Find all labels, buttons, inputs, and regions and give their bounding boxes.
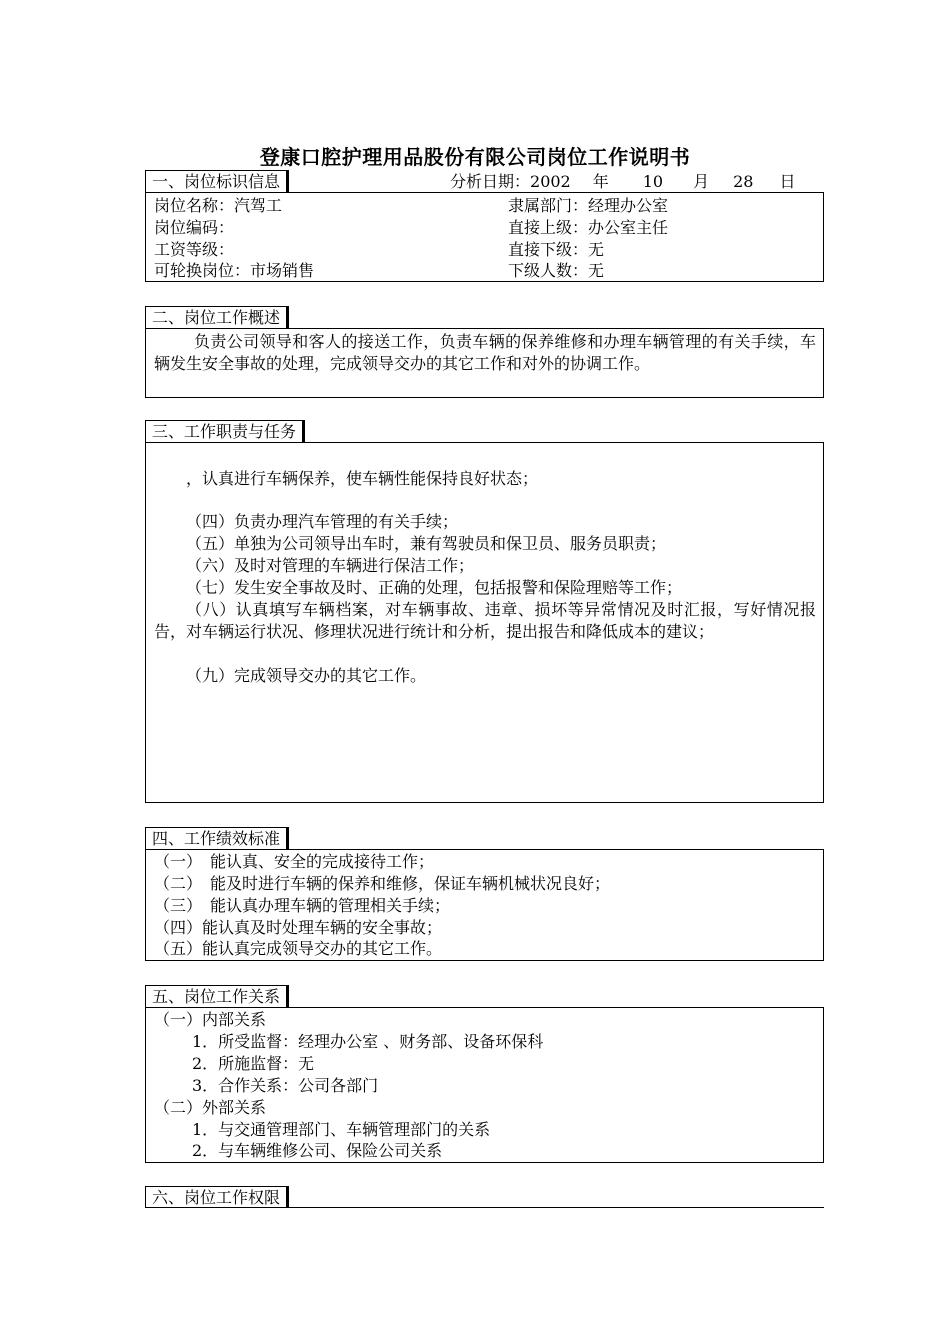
external-relation-item: 2．与车辆维修公司、保险公司关系 xyxy=(192,1141,443,1160)
performance-item: （三） 能认真办理车辆的管理相关手续； xyxy=(154,896,451,915)
section5-box xyxy=(145,1007,824,1163)
section3-header: 三、工作职责与任务 xyxy=(145,420,303,442)
performance-item: （四）能认真及时处理车辆的安全事故； xyxy=(154,918,443,937)
job-overview-text: 负责公司领导和客人的接送工作，负责车辆的保养维修和办理车辆管理的有关手续，车辆发生安全事故的处理，完成领导交办的其它工作和对外的协调工作。 xyxy=(154,332,816,373)
duty-item: （六）及时对管理的车辆进行保洁工作； xyxy=(186,556,475,575)
date-label: 分析日期： xyxy=(450,172,531,191)
performance-item: （五）能认真完成领导交办的其它工作。 xyxy=(154,939,443,958)
analysis-date xyxy=(450,171,796,193)
duty-item: （七）发生安全事故及时、正确的处理，包括报警和保险理赔等工作； xyxy=(186,578,683,597)
date-month-unit: 月 xyxy=(693,172,710,191)
duty-line-1: ，认真进行车辆保养，使车辆性能保持良好状态； xyxy=(186,469,539,488)
subordinate-count: 下级人数：无 xyxy=(508,261,605,280)
section4-box xyxy=(145,849,824,961)
external-relations-heading: （二）外部关系 xyxy=(154,1098,267,1117)
section1-header: 一、岗位标识信息 xyxy=(145,170,287,192)
section4-header: 四、工作绩效标准 xyxy=(145,827,287,849)
performance-item: （二） 能及时进行车辆的保养和维修，保证车辆机械状况良好； xyxy=(154,874,611,893)
date-day-unit: 日 xyxy=(779,172,796,191)
performance-item: （一） 能认真、安全的完成接待工作； xyxy=(154,852,435,871)
section6-header: 六、岗位工作权限 xyxy=(145,1186,287,1208)
rotatable-position: 可轮换岗位：市场销售 xyxy=(154,261,315,280)
internal-relations-heading: （一）内部关系 xyxy=(154,1010,267,1029)
duty-item: （五）单独为公司领导出车时，兼有驾驶员和保卫员、服务员职责； xyxy=(186,534,667,553)
duty-item-8: （八）认真填写车辆档案，对车辆事故、违章、损坏等异常情况及时汇报，写好情况报告，对车辆运行状况、修理状况进行统计和分析，提出报告和降低成本的建议； xyxy=(154,600,816,641)
page-title: 登康口腔护理用品股份有限公司岗位工作说明书 xyxy=(259,145,691,169)
position-name: 岗位名称：汽驾工 xyxy=(154,196,283,215)
section5-header: 五、岗位工作关系 xyxy=(145,985,287,1007)
section2-box xyxy=(145,328,824,398)
direct-subordinate: 直接下级：无 xyxy=(508,240,605,259)
date-year: 2002 xyxy=(530,172,571,191)
position-code: 岗位编码： xyxy=(154,218,235,237)
external-relation-item: 1．与交通管理部门、车辆管理部门的关系 xyxy=(192,1120,491,1139)
section2-header: 二、岗位工作概述 xyxy=(145,306,287,328)
section6-box-top xyxy=(145,1207,824,1208)
internal-relation-item: 1．所受监督：经理办公室 、财务部、设备环保科 xyxy=(192,1032,544,1051)
date-year-unit: 年 xyxy=(592,172,609,191)
section1-box xyxy=(145,192,824,282)
duty-item: （四）负责办理汽车管理的有关手续； xyxy=(186,512,459,531)
internal-relation-item: 2．所施监督：无 xyxy=(192,1054,315,1073)
salary-grade: 工资等级： xyxy=(154,240,235,259)
date-month: 10 xyxy=(642,172,664,191)
date-day: 28 xyxy=(733,172,754,191)
section3-box xyxy=(145,442,824,803)
department: 隶属部门：经理办公室 xyxy=(508,196,669,215)
duty-item-9: （九）完成领导交办的其它工作。 xyxy=(186,666,427,685)
internal-relation-item: 3．合作关系：公司各部门 xyxy=(192,1076,379,1095)
direct-superior: 直接上级：办公室主任 xyxy=(508,218,669,237)
